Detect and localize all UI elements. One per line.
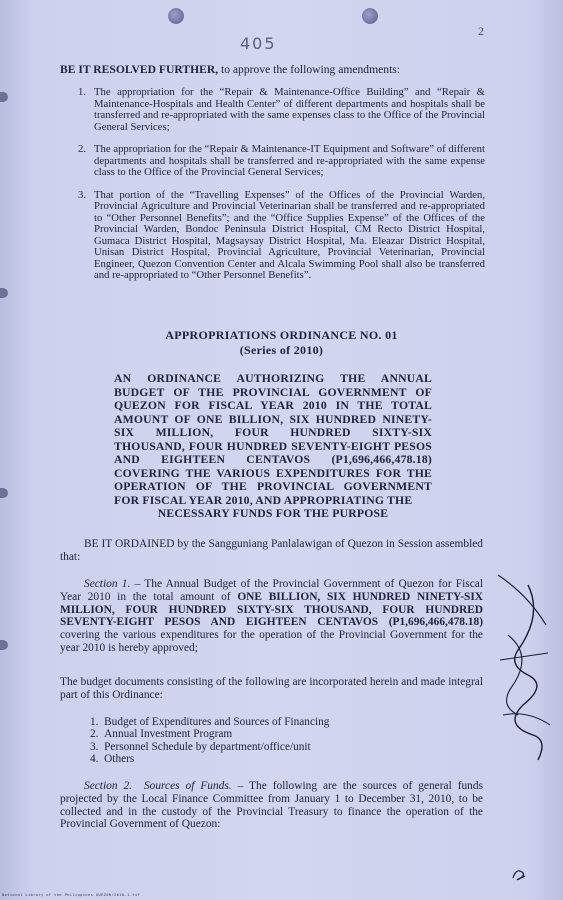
list-item bbox=[90, 716, 329, 728]
handwritten-page-number: 405 bbox=[240, 34, 277, 53]
binding-mark bbox=[0, 288, 8, 298]
amendment-number: 1. bbox=[78, 86, 87, 98]
list-item-number: 2. bbox=[90, 728, 99, 741]
amendment-text: The appropriation for the “Repair & Maintenance-IT Equipment and Software” of different departments and hospitals shall be transferred and re-appropriated with the same expense class to the Office of the Provincial General Services; bbox=[94, 143, 485, 178]
ordained-lead: BE IT ORDAINED bbox=[84, 538, 175, 550]
ordinance-caption-text: AN ORDINANCE AUTHORIZING THE ANNUAL BUDGET OF THE PROVINCIAL GOVERNMENT OF QUEZON FOR FISCAL YEAR 2010 IN THE TOTAL AMOUNT OF ONE BILLION, SIX HUNDRED NINETY-SIX MILLION, FOUR HUNDRED SIXTY-SIX THOUSAND, FOUR HUNDRED SEVENTY-EIGHT PESOS AND EIGHTEEN CENTAVOS (P1,696,466,478.18) COVERING THE VARIOUS EXPENDITURES FOR THE OPERATION OF THE PROVINCIAL GOVERNMENT FOR FISCAL YEAR 2010, AND APPROPRIATING THE bbox=[114, 372, 432, 507]
initial-mark bbox=[510, 866, 530, 882]
list-item bbox=[90, 741, 329, 753]
resolved-lead: BE IT RESOLVED FURTHER, bbox=[60, 63, 219, 76]
ordinance-caption-last-line: NECESSARY FUNDS FOR THE PURPOSE bbox=[157, 507, 389, 520]
binder-hole-left bbox=[168, 8, 184, 24]
section-1-amount: ONE BILLION, SIX HUNDRED NINETY-SIX MILLION, FOUR HUNDRED SIXTY-SIX THOUSAND, FOUR HUNDRED SEVENTY-EIGHT PESOS AND EIGHTEEN CENTAVOS (P1,696,466,478.18) bbox=[60, 590, 483, 629]
handwritten-signature bbox=[488, 565, 558, 775]
amendment-text: That portion of the “Travelling Expenses” of the Offices of the Provincial Warden, Provincial Agriculture and Provincial Veterinarian shall be transferred and re-appropriated to “Other Personnel Benefits”; and the “Office Supplies Expense” of the Offices of the Provincial Warden, Bondoc Peninsula District Hospital, CM Recto District Hospital, Gumaca District Hospital, Magsaysay District Hospital, Ma. Eleazar District Hospital, Unisan District Hospital, Provincial Agriculture, Provincial Veterinarian, Provincial Engineer, Quezon Convention Center and Alcala Swimming Pool shall also be transferred and re-appropriated to “Other Personnel Benefits”. bbox=[94, 188, 485, 281]
section-1-text-a: – The Annual Budget of the Provincial Government of Quezon for Fiscal Year 2010 in the total amount of bbox=[60, 578, 483, 603]
page-number: 2 bbox=[478, 24, 484, 38]
amendment-item bbox=[78, 144, 485, 179]
amendment-number: 3. bbox=[78, 188, 87, 201]
section-1-text-b: covering the various expenditures for the operation of the Provincial Government for the year 2010 is hereby approved; bbox=[60, 629, 483, 654]
section-2-text: – The following are the sources of general funds projected by the Local Finance Committee from January 1 to December 31, 2010, to be collected and in the custody of the Provincial Treasury to finance the operation of the Provincial Government of Quezon: bbox=[60, 780, 483, 831]
amendment-item bbox=[78, 87, 485, 133]
list-item-number: 1. bbox=[90, 716, 99, 728]
ordinance-title bbox=[100, 328, 463, 358]
section-2-subheading: Sources of Funds. bbox=[143, 780, 232, 792]
resolved-further-paragraph bbox=[60, 64, 483, 76]
section-1-paragraph bbox=[60, 578, 483, 655]
budget-documents-intro: The budget documents consisting of the following are incorporated herein and made integral part of this Ordinance: bbox=[60, 676, 483, 701]
section-2-paragraph bbox=[60, 780, 483, 831]
binding-mark bbox=[0, 488, 8, 498]
amendments-list bbox=[78, 87, 485, 293]
section-1-heading: Section 1. bbox=[84, 578, 131, 590]
ordained-paragraph bbox=[60, 538, 483, 564]
list-item-number: 4. bbox=[90, 753, 99, 766]
list-item-text: Budget of Expenditures and Sources of Financing bbox=[104, 716, 330, 728]
budget-documents-list bbox=[90, 716, 329, 766]
ordinance-series: (Series of 2010) bbox=[239, 343, 324, 357]
section-2-heading: Section 2. bbox=[84, 780, 133, 792]
amendment-number: 2. bbox=[78, 143, 87, 155]
ordinance-caption bbox=[114, 372, 432, 521]
list-item-text: Personnel Schedule by department/office/unit bbox=[104, 740, 311, 753]
amendment-item bbox=[78, 190, 485, 282]
list-item-number: 3. bbox=[90, 740, 99, 753]
amendment-text: The appropriation for the “Repair & Maintenance-Office Building” and “Repair & Maintenance-Hospitals and Health Center” of different departments and hospitals shall be transferred and re-appropriated with the same expenses class to the Office of the Provincial General Services; bbox=[94, 86, 485, 133]
ordinance-number: APPROPRIATIONS ORDINANCE NO. 01 bbox=[165, 328, 398, 342]
resolved-text: to approve the following amendments: bbox=[221, 63, 401, 76]
list-item-text: Others bbox=[104, 753, 135, 766]
binding-mark bbox=[0, 92, 8, 102]
scan-footer: National Library of the Philippines QUEZON/2010-1.tif bbox=[2, 893, 141, 897]
list-item bbox=[90, 728, 329, 740]
binding-mark bbox=[0, 640, 8, 650]
list-item bbox=[90, 753, 329, 765]
list-item-text: Annual Investment Program bbox=[104, 728, 233, 741]
binder-hole-right bbox=[362, 8, 378, 24]
ordained-text: by the Sangguniang Panlalawigan of Quezon in Session assembled that: bbox=[60, 538, 483, 563]
